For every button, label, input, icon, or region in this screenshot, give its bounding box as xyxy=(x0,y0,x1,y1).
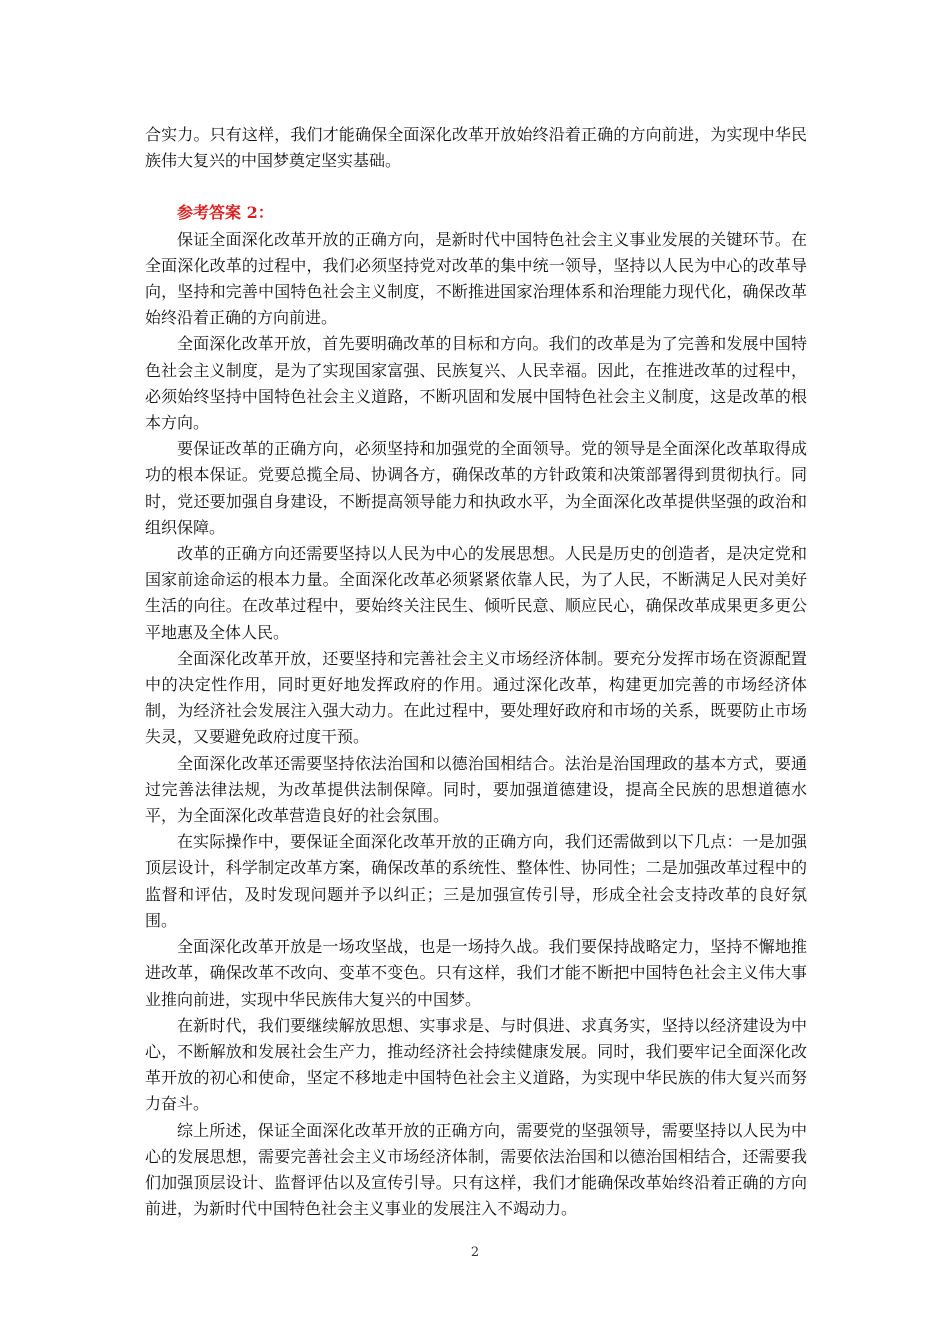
body-paragraph-10: 综上所述，保证全面深化改革开放的正确方向，需要党的坚强领导，需要坚持以人民为中心的发展思想，需要完善社会主义市场经济体制，需要依法治国和以德治国相结合，还需要我们加强顶层设计、监督评估以及宣传引导。只有这样，我们才能确保改革始终沿着正确的方向前进，为新时代中国特色社会主义事业的发展注入不竭动力。 xyxy=(145,1120,807,1219)
body-paragraph-6: 全面深化改革还需要坚持依法治国和以德治国相结合。法治是治国理政的基本方式，要通过完善法律法规，为改革提供法制保障。同时，要加强道德建设，提高全民族的思想道德水平，为全面深化改革营造良好的社会氛围。 xyxy=(145,753,807,826)
body-paragraph-3: 要保证改革的正确方向，必须坚持和加强党的全面领导。党的领导是全面深化改革取得成功的根本保证。党要总揽全局、协调各方，确保改革的方针政策和决策部署得到贯彻执行。同时，党还要加强自身建设，不断提高领导能力和执政水平，为全面深化改革提供坚强的政治和组织保障。 xyxy=(145,439,807,537)
body-paragraph-9: 在新时代，我们要继续解放思想、实事求是、与时俱进、求真务实，坚持以经济建设为中心，不断解放和发展社会生产力，推动经济社会持续健康发展。同时，我们要牢记全面深化改革开放的初心和使命，坚定不移地走中国特色社会主义道路，为实现中华民族的伟大复兴而努力奋斗。 xyxy=(145,1015,807,1114)
page-content xyxy=(145,122,807,1222)
body-paragraph-8: 全面深化改革开放是一场攻坚战，也是一场持久战。我们要保持战略定力，坚持不懈地推进改革，确保改革不改向、变革不变色。只有这样，我们才能不断把中国特色社会主义伟大事业推向前进，实现中华民族伟大复兴的中国梦。 xyxy=(145,937,807,1009)
page-number: 2 xyxy=(470,1245,480,1260)
continuation-paragraph: 合实力。只有这样，我们才能确保全面深化改革开放始终沿着正确的方向前进，为实现中华民族伟大复兴的中国梦奠定坚实基础。 xyxy=(145,125,807,171)
body-paragraph-7: 在实际操作中，要保证全面深化改革开放的正确方向，我们还需做到以下几点：一是加强顶层设计，科学制定改革方案，确保改革的系统性、整体性、协同性；二是加强改革过程中的监督和评估，及时发现问题并予以纠正；三是加强宣传引导，形成全社会支持改革的良好氛围。 xyxy=(145,832,807,930)
body-paragraph-2: 全面深化改革开放，首先要明确改革的目标和方向。我们的改革是为了完善和发展中国特色社会主义制度，是为了实现国家富强、民族复兴、人民幸福。因此，在推进改革的过程中，必须始终坚持中国特色社会主义道路，不断巩固和发展中国特色社会主义制度，这是改革的根本方向。 xyxy=(145,334,807,433)
body-paragraph-1: 保证全面深化改革开放的正确方向，是新时代中国特色社会主义事业发展的关键环节。在全面深化改革的过程中，我们必须坚持党对改革的集中统一领导，坚持以人民为中心的改革导向，坚持和完善中国特色社会主义制度，不断推进国家治理体系和治理能力现代化，确保改革始终沿着正确的方向前进。 xyxy=(145,229,807,328)
body-paragraph-4: 改革的正确方向还需要坚持以人民为中心的发展思想。人民是历史的创造者，是决定党和国家前途命运的根本力量。全面深化改革必须紧紧依靠人民，为了人民，不断满足人民对美好生活的向往。在改革过程中，要始终关注民生、倾听民意、顺应民心，确保改革成果更多更公平地惠及全体人民。 xyxy=(145,544,807,642)
body-paragraph-5: 全面深化改革开放，还要坚持和完善社会主义市场经济体制。要充分发挥市场在资源配置中的决定性作用，同时更好地发挥政府的作用。通过深化改革，构建更加完善的市场经济体制，为经济社会发展注入强大动力。在此过程中，要处理好政府和市场的关系，既要防止市场失灵，又要避免政府过度干预。 xyxy=(145,648,807,747)
answer-heading: 参考答案 2： xyxy=(177,203,274,223)
